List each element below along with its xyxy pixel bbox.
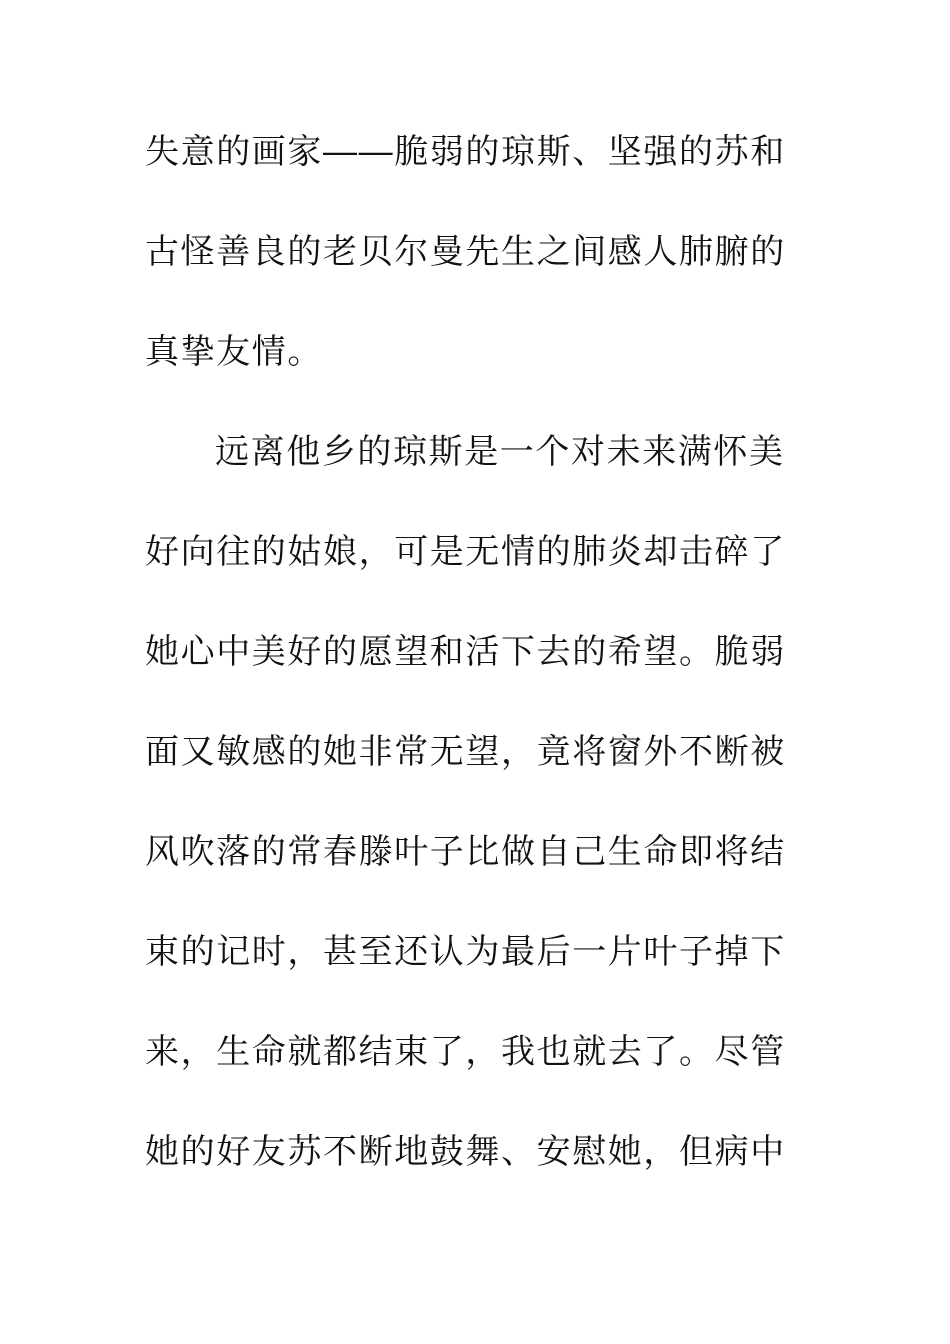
- text-line: 失意的画家――脆弱的琼斯、坚强的苏和: [145, 132, 786, 172]
- text-line: 古怪善良的老贝尔曼先生之间感人肺腑的: [145, 232, 786, 272]
- paragraph-first-line: 远离他乡的琼斯是一个对未来满怀美: [215, 432, 785, 472]
- text-line: 面又敏感的她非常无望，竟将窗外不断被: [145, 732, 786, 772]
- text-line: 她心中美好的愿望和活下去的希望。脆弱: [145, 632, 786, 672]
- text-line: 真挚友情。: [145, 332, 323, 372]
- text-line: 来，生命就都结束了，我也就去了。尽管: [145, 1032, 786, 1072]
- text-line: 她的好友苏不断地鼓舞、安慰她，但病中: [145, 1132, 786, 1172]
- text-line: 风吹落的常春滕叶子比做自己生命即将结: [145, 832, 786, 872]
- text-line: 好向往的姑娘，可是无情的肺炎却击碎了: [145, 532, 786, 572]
- text-line: 束的记时，甚至还认为最后一片叶子掉下: [145, 932, 786, 972]
- body-text: [145, 120, 785, 1220]
